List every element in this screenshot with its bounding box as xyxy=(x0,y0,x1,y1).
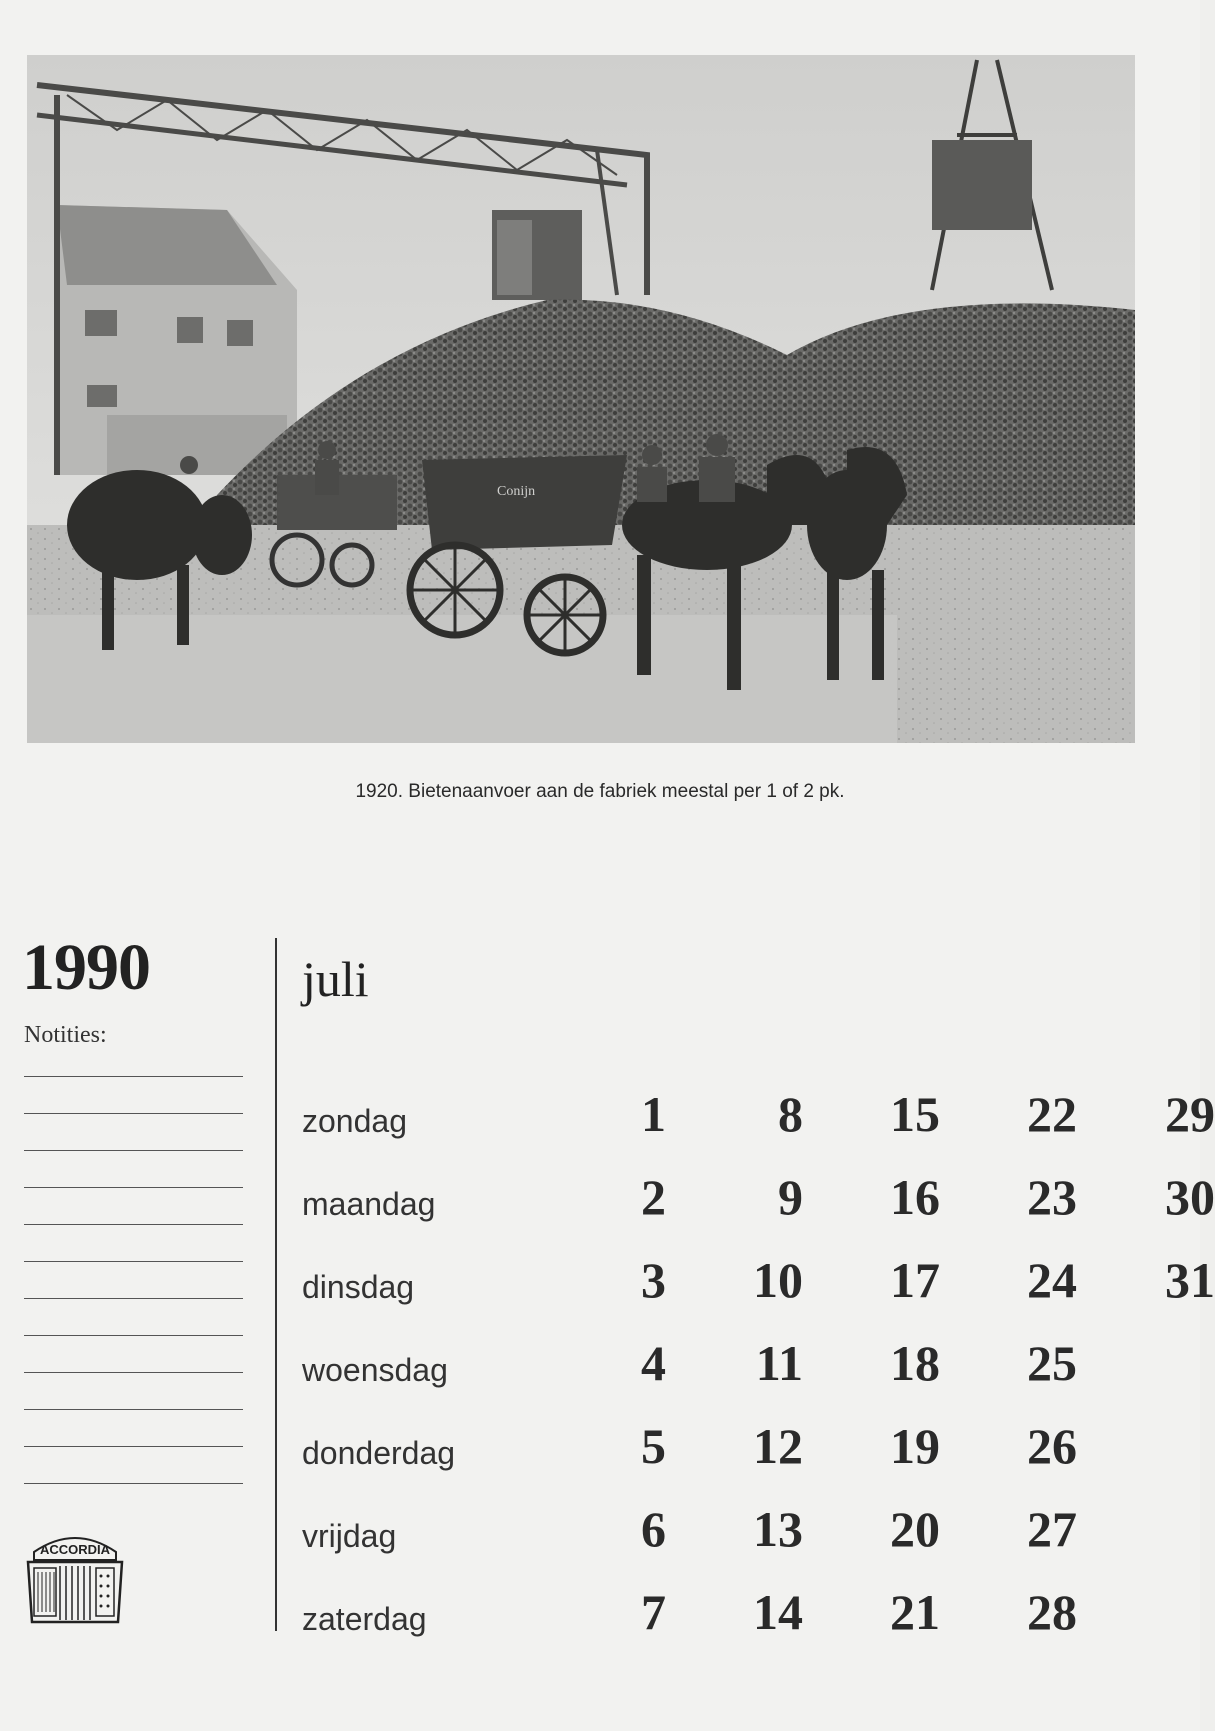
date-cell: 29 xyxy=(1165,1086,1215,1142)
date-cell: 24 xyxy=(1027,1252,1077,1308)
note-line xyxy=(24,1483,243,1484)
calendar-row xyxy=(302,1500,1162,1583)
date-cell: 15 xyxy=(890,1086,940,1142)
date-cell: 10 xyxy=(753,1252,803,1308)
historical-photo xyxy=(27,55,1135,743)
day-name: zondag xyxy=(302,1103,407,1139)
calendar-grid xyxy=(302,1085,1215,1666)
date-cell: 23 xyxy=(1027,1169,1077,1225)
date-cell: 1 xyxy=(641,1086,666,1142)
note-line xyxy=(24,1150,243,1151)
notes-lines xyxy=(24,1076,243,1520)
logo-text: ACCORDIA xyxy=(39,1542,111,1557)
note-line xyxy=(24,1298,243,1299)
date-cell: 8 xyxy=(778,1086,803,1142)
date-cell: 28 xyxy=(1027,1584,1077,1640)
note-line xyxy=(24,1187,243,1188)
day-name: vrijdag xyxy=(302,1518,397,1554)
date-cell: 12 xyxy=(753,1418,803,1474)
note-line xyxy=(24,1113,243,1114)
day-name: donderdag xyxy=(302,1435,456,1471)
calendar-row xyxy=(302,1417,1162,1500)
month-heading: juli xyxy=(302,951,369,1007)
date-cell: 25 xyxy=(1027,1335,1077,1391)
date-cell: 26 xyxy=(1027,1418,1077,1474)
date-cell: 5 xyxy=(641,1418,666,1474)
date-cell: 11 xyxy=(755,1335,803,1391)
photo-illustration xyxy=(27,55,1135,743)
notes-label: Notities: xyxy=(24,1022,107,1048)
date-cell: 13 xyxy=(753,1501,803,1557)
wagon-lettering: Conijn xyxy=(497,484,536,499)
note-line xyxy=(24,1335,243,1336)
column-divider xyxy=(275,938,277,1631)
year-heading: 1990 xyxy=(22,931,150,1004)
date-cell: 27 xyxy=(1027,1501,1077,1557)
day-name: maandag xyxy=(302,1186,436,1222)
note-line xyxy=(24,1409,243,1410)
date-cell: 20 xyxy=(890,1501,940,1557)
date-cell: 9 xyxy=(778,1169,803,1225)
calendar-row xyxy=(302,1583,1162,1666)
calendar-row xyxy=(302,1085,1215,1168)
date-cell: 19 xyxy=(890,1418,940,1474)
date-cell: 2 xyxy=(641,1169,666,1225)
photo-caption: 1920. Bietenaanvoer aan de fabriek meestal per 1 of 2 pk. xyxy=(355,781,845,802)
date-cell: 6 xyxy=(641,1501,666,1557)
date-cell: 30 xyxy=(1165,1169,1215,1225)
day-name: zaterdag xyxy=(302,1601,427,1637)
note-line xyxy=(24,1446,243,1447)
note-line xyxy=(24,1372,243,1373)
date-cell: 7 xyxy=(641,1584,666,1640)
date-cell: 21 xyxy=(890,1584,940,1640)
calendar-row xyxy=(302,1168,1215,1251)
date-cell: 3 xyxy=(641,1252,666,1308)
calendar-row xyxy=(302,1251,1215,1334)
day-name: woensdag xyxy=(302,1352,448,1388)
date-cell: 22 xyxy=(1027,1086,1077,1142)
date-cell: 16 xyxy=(890,1169,940,1225)
day-name: dinsdag xyxy=(302,1269,415,1305)
date-cell: 14 xyxy=(753,1584,803,1640)
note-line xyxy=(24,1224,243,1225)
date-cell: 4 xyxy=(641,1335,666,1391)
note-line xyxy=(24,1076,243,1077)
date-cell: 18 xyxy=(890,1335,940,1391)
date-cell: 17 xyxy=(890,1252,940,1308)
note-line xyxy=(24,1261,243,1262)
calendar-row xyxy=(302,1334,1162,1417)
date-cell: 31 xyxy=(1165,1252,1215,1308)
accordia-logo xyxy=(20,1522,130,1630)
